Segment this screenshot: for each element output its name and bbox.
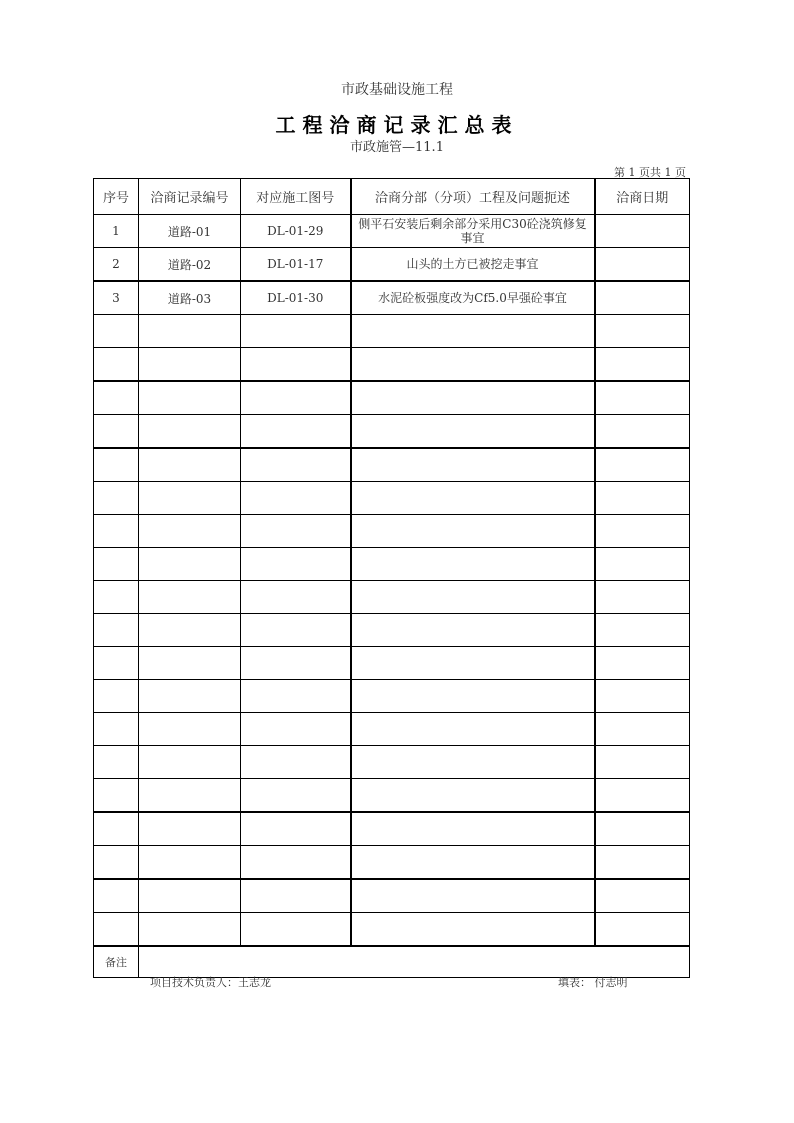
cell-no: 3 [94,281,139,315]
column-header-no: 序号 [94,179,139,215]
empty-row [94,415,690,449]
remark-row [94,946,690,978]
table-row [94,281,690,315]
table-header-row [94,179,690,215]
table-row [94,248,690,282]
cell-no: 2 [94,248,139,282]
column-header-date: 洽商日期 [595,179,690,215]
empty-row [94,913,690,947]
empty-row [94,581,690,614]
empty-row [94,779,690,813]
header-top-title: 市政基础设施工程 [341,82,453,98]
cell-record: 道路-01 [139,215,241,248]
cell-description: 侧平石安装后剩余部分采用C30砼浇筑修复事宜 [351,215,595,248]
column-header-description: 洽商分部（分项）工程及问题扼述 [351,179,595,215]
empty-row [94,680,690,713]
cell-date [595,215,690,248]
filled-by: 填表： 付志明 [558,976,628,989]
cell-record: 道路-03 [139,281,241,315]
cell-drawing: DL-01-29 [241,215,351,248]
remark-value [139,946,690,978]
summary-table [93,178,690,978]
cell-drawing: DL-01-30 [241,281,351,315]
empty-row [94,879,690,913]
empty-row [94,548,690,581]
empty-row [94,846,690,880]
cell-date [595,248,690,282]
main-title: 工程洽商记录汇总表 [275,113,519,137]
page-info: 第 1 页共 1 页 [614,166,686,179]
form-code: 市政施管—11.1 [350,140,444,155]
empty-row [94,381,690,415]
empty-row [94,515,690,548]
cell-description: 山头的土方已被挖走事宜 [351,248,595,282]
cell-date [595,281,690,315]
empty-row [94,812,690,846]
empty-row [94,614,690,647]
remark-label: 备注 [94,946,139,978]
cell-description: 水泥砼板强度改为Cf5.0早强砼事宜 [351,281,595,315]
table-row [94,215,690,248]
cell-no: 1 [94,215,139,248]
empty-row [94,746,690,779]
empty-row [94,315,690,348]
tech-lead: 项目技术负责人：王志龙 [150,976,271,989]
empty-row [94,713,690,746]
cell-record: 道路-02 [139,248,241,282]
empty-row [94,482,690,515]
column-header-drawing: 对应施工图号 [241,179,351,215]
cell-drawing: DL-01-17 [241,248,351,282]
column-header-record: 洽商记录编号 [139,179,241,215]
empty-row [94,448,690,482]
empty-row [94,348,690,382]
empty-row [94,647,690,680]
